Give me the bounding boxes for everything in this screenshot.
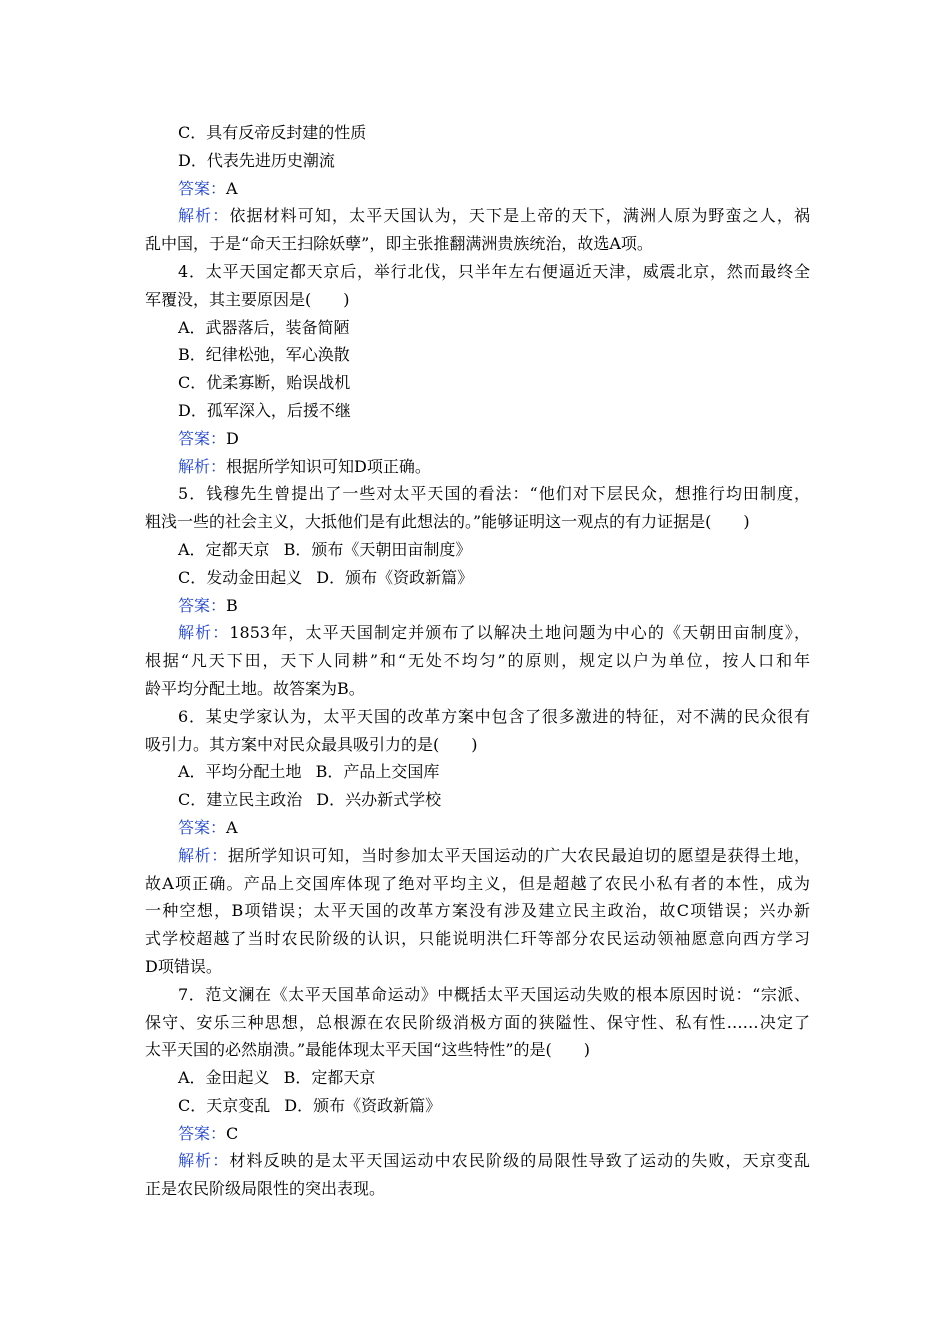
option-a: A．金田起义	[178, 1068, 270, 1088]
question-text: 保守、安乐三种思想，总根源在农民阶级消极方面的狭隘性、保守性、私有性……决定了	[145, 1012, 810, 1032]
option-a: C．天京变乱	[178, 1095, 271, 1115]
analysis-label: 解析：	[178, 456, 227, 476]
answer-line	[145, 175, 810, 203]
analysis-text: 式学校超越了当时农民阶级的认识，只能说明洪仁玕等部分农民运动领袖愿意向西方学习	[145, 929, 810, 949]
analysis-text: 1853年，太平天国制定并颁布了以解决土地问题为中心的《天朝田亩制度》，	[229, 623, 810, 643]
analysis-line	[145, 647, 810, 675]
answer-label: 答案：	[178, 428, 227, 448]
answer-label: 答案：	[178, 817, 227, 837]
answer-line	[145, 425, 810, 453]
analysis-text: 材料反映的是太平天国运动中农民阶级的局限性导致了运动的失败，天京变乱	[229, 1151, 810, 1171]
answer-line	[145, 1120, 810, 1148]
analysis-line	[145, 1175, 810, 1203]
analysis-label: 解析：	[178, 1151, 230, 1171]
option-a: C．发动金田起义	[178, 567, 303, 587]
analysis-text: 据所学知识可知，当时参加太平天国运动的广大农民最迫切的愿望是获得土地，	[227, 845, 810, 865]
question-text: 7．范文澜在《太平天国革命运动》中概括太平天国运动失败的根本原因时说：“宗派、	[178, 984, 810, 1004]
question-text: 军覆没，其主要原因是( )	[145, 289, 350, 309]
question-text: 粗浅一些的社会主义，大抵他们是有此想法的。”能够证明这一观点的有力证据是( )	[145, 512, 750, 532]
analysis-line	[145, 230, 810, 258]
question-line	[145, 480, 810, 508]
question-text: 太平天国的必然崩溃。”最能体现太平天国“这些特性”的是( )	[145, 1040, 591, 1060]
question-line	[145, 731, 810, 759]
analysis-line	[145, 619, 810, 647]
analysis-text: D项错误。	[145, 956, 222, 976]
question-text: 6．某史学家认为，太平天国的改革方案中包含了很多激进的特征，对不满的民众很有	[178, 706, 810, 726]
option-line: D．代表先进历史潮流	[178, 150, 335, 170]
option-b: B．定都天京	[283, 1068, 376, 1088]
option-pair-line	[145, 758, 810, 786]
analysis-text: 依据材料可知，太平天国认为，天下是上帝的天下，满洲人原为野蛮之人，祸	[229, 206, 810, 226]
question-line	[145, 1036, 810, 1064]
option-a: A．定都天京	[178, 539, 270, 559]
document-content	[145, 119, 810, 1203]
option-pair-line	[145, 1092, 810, 1120]
question-text: 4．太平天国定都天京后，举行北伐，只半年左右便逼近天津，威震北京，然而最终全	[178, 261, 810, 281]
analysis-text: 乱中国，于是“命天王扫除妖孽”，即主张推翻满洲贵族统治，故选A项。	[145, 234, 653, 254]
option-pair-line	[145, 536, 810, 564]
option-pair-line	[145, 564, 810, 592]
analysis-line	[145, 202, 810, 230]
analysis-text: 故A项正确。产品上交国库体现了绝对平均主义，但是超越了农民小私有者的本性，成为	[145, 873, 810, 893]
analysis-text: 一种空想，B项错误；太平天国的改革方案没有涉及建立民主政治，故C项错误；兴办新	[145, 901, 810, 921]
analysis-line	[145, 453, 810, 481]
option-b: D．颁布《资政新篇》	[284, 1095, 442, 1115]
analysis-line	[145, 897, 810, 925]
answer-value: D	[226, 428, 239, 448]
answer-line	[145, 592, 810, 620]
answer-value: A	[226, 817, 238, 837]
analysis-line	[145, 842, 810, 870]
option-line: B．纪律松弛，军心涣散	[178, 345, 350, 365]
analysis-text: 龄平均分配土地。故答案为B。	[145, 678, 365, 698]
analysis-label: 解析：	[178, 206, 230, 226]
answer-value: C	[226, 1123, 239, 1143]
question-line	[145, 258, 810, 286]
question-line	[145, 286, 810, 314]
option-line: D．孤军深入，后援不继	[178, 400, 351, 420]
analysis-line	[145, 870, 810, 898]
question-line	[145, 703, 810, 731]
question-line	[145, 981, 810, 1009]
question-line	[145, 1009, 810, 1037]
option-pair-line	[145, 1064, 810, 1092]
analysis-line	[145, 925, 810, 953]
option-b: D．颁布《资政新篇》	[316, 567, 474, 587]
answer-line	[145, 814, 810, 842]
answer-label: 答案：	[178, 1123, 227, 1143]
analysis-text: 正是农民阶级局限性的突出表现。	[145, 1179, 386, 1199]
option-b: B．颁布《天朝田亩制度》	[283, 539, 472, 559]
answer-label: 答案：	[178, 595, 227, 615]
analysis-line	[145, 953, 810, 981]
analysis-label: 解析：	[178, 623, 230, 643]
question-text: 吸引力。其方案中对民众最具吸引力的是( )	[145, 734, 478, 754]
option-pair-line	[145, 786, 810, 814]
option-a: A．平均分配土地	[178, 762, 302, 782]
analysis-text: 根据“凡天下田，天下人同耕”和“无处不均匀”的原则，规定以户为单位，按人口和年	[145, 651, 810, 671]
option-b: B．产品上交国库	[315, 762, 440, 782]
question-line	[145, 508, 810, 536]
analysis-line	[145, 1147, 810, 1175]
analysis-label: 解析：	[178, 845, 228, 865]
answer-value: A	[226, 178, 238, 198]
answer-value: B	[226, 595, 238, 615]
option-line: A．武器落后，装备简陋	[178, 317, 350, 337]
option-a: C．建立民主政治	[178, 790, 303, 810]
option-line: C．具有反帝反封建的性质	[178, 123, 367, 142]
answer-label: 答案：	[178, 178, 227, 198]
analysis-line	[145, 675, 810, 703]
option-b: D．兴办新式学校	[316, 790, 442, 810]
option-line: C．优柔寡断，贻误战机	[178, 373, 351, 393]
question-text: 5．钱穆先生曾提出了一些对太平天国的看法：“他们对下层民众，想推行均田制度，	[178, 484, 810, 504]
analysis-text: 根据所学知识可知D项正确。	[226, 456, 431, 476]
